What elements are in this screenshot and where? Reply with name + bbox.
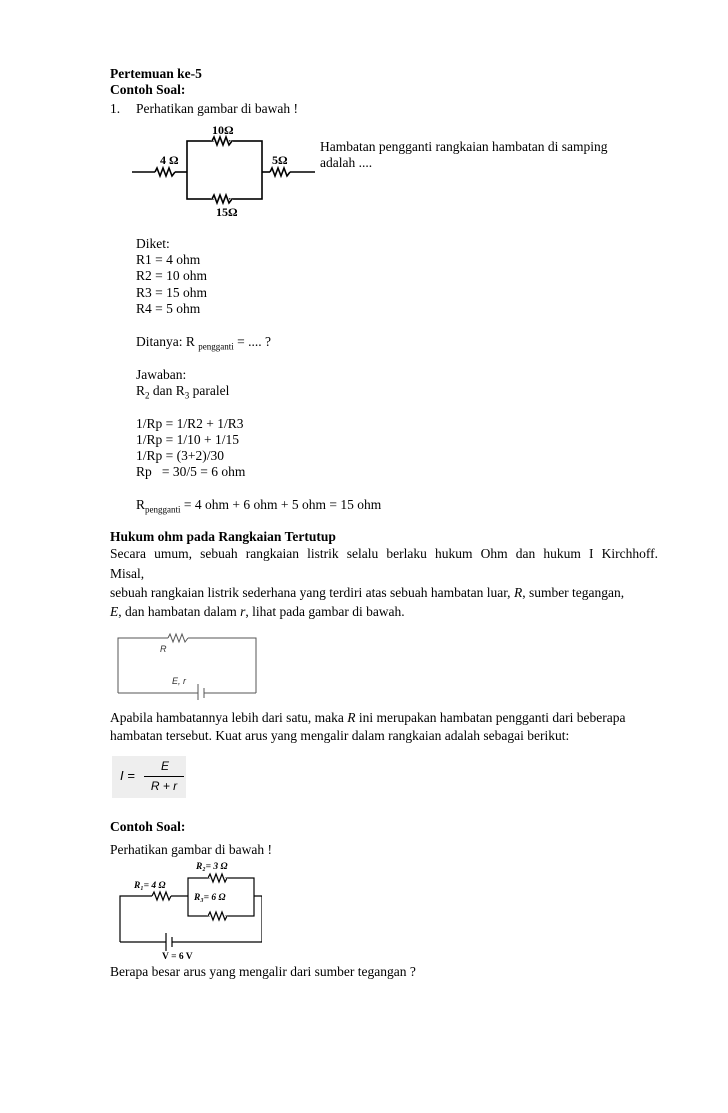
q1-label-r-left: 4 Ω [160,153,179,167]
q2-question: Berapa besar arus yang mengalir dari sumber tegangan ? [110,964,416,979]
q2-r1-zigzag [152,892,171,900]
q1-known-r1: R1 = 4 ohm [136,252,201,267]
para1-line3-b: , sumber tegangan, [522,585,625,600]
q1-parallel-and: dan R [149,383,185,398]
q1-parallel-r2: R [136,383,146,398]
formula-fraction-bar [144,776,184,777]
q1-label-r-right: 5Ω [272,153,288,167]
q2-label-r1: R₁= 4 Ω [134,881,166,891]
formula-denominator: R + r [150,779,178,793]
para1-line4-a: , dan hambatan dalam [118,604,241,619]
q1-answer-title: Jawaban: [136,367,187,382]
q1-parallel-r3-sub: 3 [184,390,190,401]
para1-line4-E: E [110,604,119,619]
q1-asked-prefix: Ditanya: R [136,334,195,349]
q1-description-line1: Hambatan pengganti rangkaian hambatan di samping [320,139,608,154]
section-para2-line1 [110,710,625,726]
q1-parallel-line [136,383,229,401]
q2-label-r2: R₂= 3 Ω [196,862,228,872]
q1-r-right-zigzag [270,168,290,176]
q1-known-title: Diket: [136,236,170,251]
q1-instruction: Perhatikan gambar di bawah ! [136,101,298,116]
example-title: Contoh Soal: [110,82,186,97]
q1-asked-suffix: = .... ? [233,334,271,349]
simple-circuit-diagram [110,628,270,700]
section-para1-line2: Misal, [110,566,145,581]
para2-line1-b: ini merupakan hambatan pengganti dari beberapa [355,710,626,725]
q1-step-2: 1/Rp = 1/10 + 1/15 [136,432,239,447]
para1-line4-b: , lihat pada gambar di bawah. [245,604,405,619]
section-para1-line4 [110,604,405,620]
q1-parallel-r2-sub: 2 [145,390,150,401]
section-para1-line1: Secara umum, sebuah rangkaian listrik selalu berlaku hukum Ohm dan hukum I Kirchhoff. [110,546,658,561]
q1-step-3: 1/Rp = (3+2)/30 [136,448,224,463]
simple-circuit-label-source: E, r [172,676,187,686]
formula-lhs: I = [120,768,135,783]
q1-total-sub: pengganti [145,504,181,515]
q1-parallel-suffix: paralel [189,383,230,398]
para1-line3-R: R [513,585,523,600]
para2-line1-R: R [347,710,356,725]
q2-title: Contoh Soal: [110,819,186,834]
simple-circuit-label-r: R [160,644,167,654]
para2-line1-a: Apabila hambatannya lebih dari satu, maka [110,710,348,725]
formula-numerator: E [160,759,169,773]
q1-description-line2: adalah .... [320,155,373,170]
q1-asked-sub: pengganti [198,341,234,352]
q1-known-r3: R3 = 15 ohm [136,285,207,300]
q1-step-1: 1/Rp = 1/R2 + 1/R3 [136,416,244,431]
simple-circuit-resistor [168,634,188,642]
q1-step-4: Rp = 30/5 = 6 ohm [136,464,246,479]
q1-label-r-top: 10Ω [212,123,234,137]
q1-asked [136,334,271,352]
q2-label-r3: R₃= 6 Ω [194,893,226,903]
section-para2-line2: hambatan tersebut. Kuat arus yang mengalir dalam rangkaian adalah sebagai berikut: [110,728,570,743]
meeting-title: Pertemuan ke-5 [110,66,202,81]
q1-label-r-bottom: 15Ω [216,205,238,219]
para1-line3-a: sebuah rangkaian listrik sederhana yang terdiri atas sebuah hambatan luar, [110,585,514,600]
section-para1-line3 [110,585,624,601]
q1-number: 1. [110,101,121,116]
q2-circuit-diagram [112,858,262,960]
para1-line4-r: r [240,604,246,619]
q1-circuit-diagram [120,120,320,220]
q2-instruction: Perhatikan gambar di bawah ! [110,842,272,857]
q1-known-r4: R4 = 5 ohm [136,301,201,316]
q1-known-r2: R2 = 10 ohm [136,268,207,283]
q1-r-left-zigzag [155,168,175,176]
current-formula [112,756,186,798]
section-title: Hukum ohm pada Rangkaian Tertutup [110,529,336,544]
q1-total-suffix: = 4 ohm + 6 ohm + 5 ohm = 15 ohm [180,497,382,512]
q2-label-v: V = 6 V [162,952,193,960]
q1-total-prefix: R [136,497,146,512]
q1-total [136,497,381,515]
